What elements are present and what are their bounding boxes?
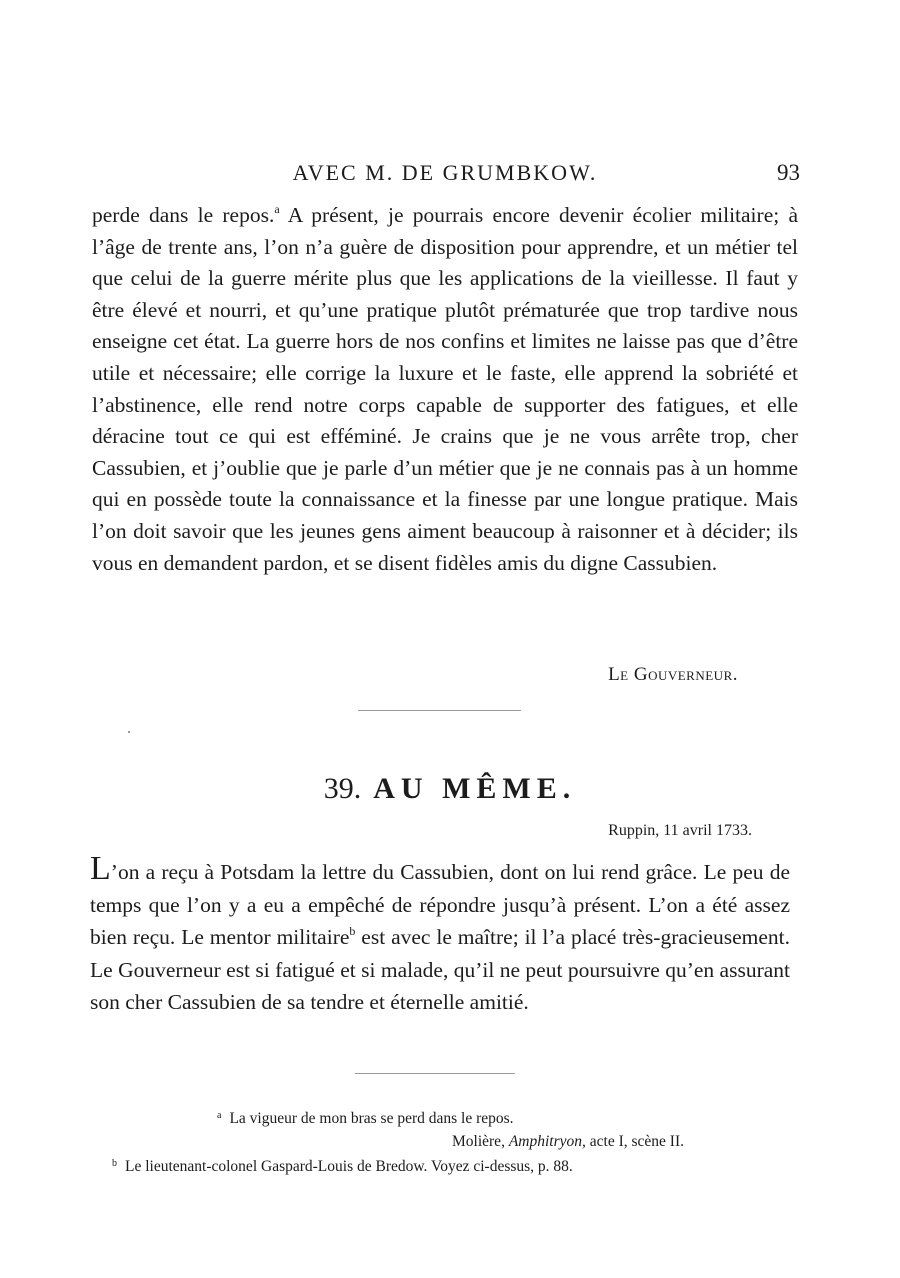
dateline: Ruppin, 11 avril 1733.	[608, 822, 752, 839]
footnote-a-source	[452, 1133, 684, 1151]
text-segment: perde dans le repos.	[92, 203, 275, 227]
text-segment: est avec le maître; il l’a placé très-gracieusement. Le Gouverneur est si fatigué et si malade, qu’il ne peut poursuivre qu’en assurant son cher Cassubien de sa tendre et éternelle amitié.	[90, 925, 790, 1014]
footnote-ref-a: a	[274, 202, 280, 216]
text-segment: A présent, je pourrais encore devenir écolier militaire; à l’âge de trente ans, l’on n’a guère de disposition pour apprendre, et un métier tel que celui de la guerre mérite plus que les applications de la vieillesse. Il faut y être élevé et nourri, et qu’une pratique plutôt prématurée que trop tardive nous enseigne cet état. La guerre hors de nos confins et limites ne laisse pas que d’être utile et nécessaire; elle corrige la luxure et le faste, elle apprend la sobriété et l’abstinence, elle rend notre corps capable de supporter des fatigues, et elle déracine tout ce qui est efféminé. Je crains que je ne vous arrête trop, cher Cassubien, et j’oublie que je parle d’un métier que je ne connais pas à un homme qui en possède toute la connaissance et la finesse par une longue pratique. Mais l’on doit savoir que les jeunes gens aiment beaucoup à raisonner et à décider; ils vous en demandent pardon, et se disent fidèles amis du digne Cassubien.	[92, 203, 798, 575]
running-head	[90, 160, 800, 190]
footnote-location: acte I, scène II.	[585, 1133, 684, 1150]
section-divider	[355, 1073, 515, 1074]
letter-body	[90, 850, 790, 1019]
page-number: 93	[777, 160, 800, 185]
footnote-mark: b	[112, 1158, 117, 1169]
letter-number: 39.	[323, 772, 362, 805]
drop-cap: L	[90, 850, 111, 887]
footnote-mark: a	[217, 1110, 222, 1121]
letter-title: AU MÊME.	[373, 772, 577, 805]
footnote-text: Le lieutenant-colonel Gaspard-Louis de Bredow. Voyez ci-dessus, p. 88.	[125, 1158, 573, 1175]
letter-heading	[0, 772, 900, 806]
footnote-a	[217, 1110, 514, 1128]
previous-letter-paragraph	[92, 200, 798, 579]
signature: Le Gouverneur.	[608, 664, 738, 685]
footnote-b	[112, 1158, 573, 1176]
text-segment: ’on a reçu à Potsdam la lettre du Cassubien, dont on lui rend grâce. Le peu de temps que l’on y a eu a empêché de répondre jusqu’à présent. L’on a été assez bien reçu. Le mentor militaire	[90, 860, 790, 949]
footnote-ref-b: b	[349, 924, 356, 938]
section-divider	[358, 710, 521, 711]
footnote-work: Amphitryon,	[508, 1133, 586, 1150]
footnote-author: Molière,	[452, 1133, 509, 1150]
ink-speck	[128, 731, 130, 733]
letter-paragraph	[90, 850, 790, 1019]
running-title: AVEC M. DE GRUMBKOW.	[292, 160, 598, 185]
footnote-text: La vigueur de mon bras se perd dans le repos.	[229, 1110, 514, 1127]
previous-letter-body	[92, 200, 798, 579]
